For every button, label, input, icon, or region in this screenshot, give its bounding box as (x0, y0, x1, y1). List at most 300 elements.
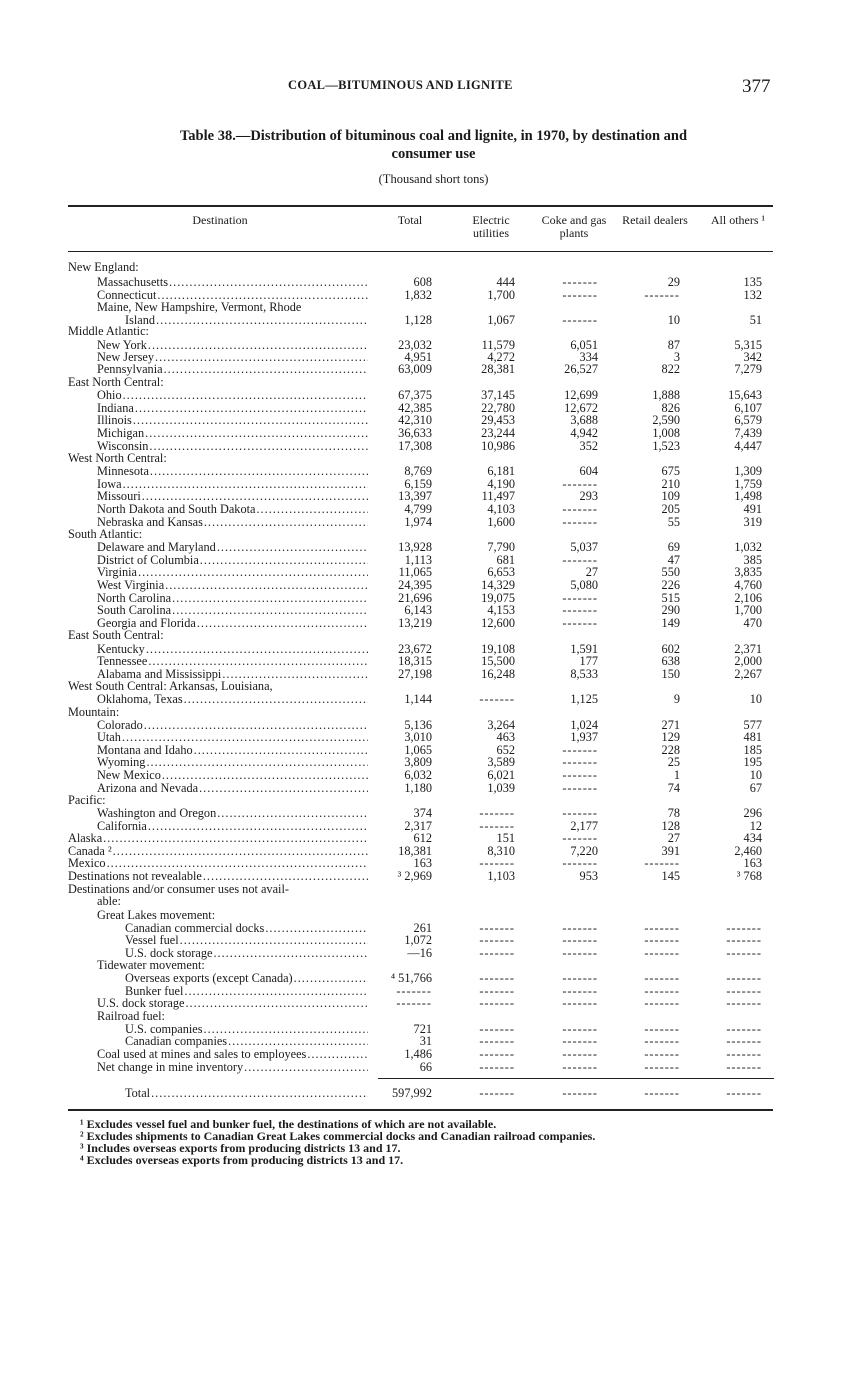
table-row (0, 325, 867, 338)
row-label: Georgia and Florida ..... (97, 617, 368, 630)
row-value: ³ 768 (736, 869, 762, 883)
total-separator-rule (378, 1078, 774, 1079)
row-label: Colorado ..... (97, 719, 368, 732)
row-value: 721 (413, 1022, 432, 1036)
row-value: 10 (749, 692, 762, 706)
row-value: 12,600 (481, 616, 515, 630)
row-label: Missouri ..... (97, 490, 368, 503)
row-value: 37,145 (481, 388, 515, 402)
footnote: ⁴ Excludes overseas exports from producing districts 13 and 17. (80, 1153, 404, 1167)
row-value: 13,397 (398, 489, 432, 503)
row-value: ------- (562, 856, 598, 870)
row-value: ------- (644, 971, 680, 985)
row-value: ------- (562, 1047, 598, 1061)
row-value: ------- (644, 1060, 680, 1074)
row-value: 205 (661, 502, 680, 516)
row-label: Michigan ..... (97, 427, 368, 440)
row-value: 319 (743, 515, 762, 529)
row-value: 3,835 (734, 565, 762, 579)
row-value: 55 (667, 515, 680, 529)
row-label: Mexico ..... (68, 857, 368, 870)
row-value: ------- (562, 553, 598, 567)
row-value: 87 (667, 338, 680, 352)
row-value: 1,888 (652, 388, 680, 402)
column-header-retail: Retail dealers (622, 213, 688, 227)
table-row (0, 604, 867, 617)
page-number: 377 (742, 76, 771, 97)
row-label: Alabama and Mississippi ..... (97, 668, 368, 681)
row-value: 612 (413, 831, 432, 845)
row-value: 226 (661, 578, 680, 592)
row-value: 23,244 (481, 426, 515, 440)
row-value: 681 (496, 553, 515, 567)
row-value: ------- (644, 1022, 680, 1036)
row-value: 1,498 (734, 489, 762, 503)
row-label: North Dakota and South Dakota ..... (97, 503, 368, 516)
row-value: 26,527 (564, 362, 598, 376)
row-value: ------- (562, 288, 598, 302)
row-value: 334 (579, 350, 598, 364)
table-row (0, 895, 867, 908)
row-value: ------- (562, 971, 598, 985)
row-value: 1,591 (570, 642, 598, 656)
row-label: Wisconsin ..... (97, 440, 368, 453)
row-label: Destinations and/or consumer uses not avail- (68, 883, 289, 896)
row-value: 16,248 (481, 667, 515, 681)
row-label: Indiana ..... (97, 402, 368, 415)
row-value: ------- (726, 1086, 762, 1100)
row-value: 135 (743, 275, 762, 289)
row-value: 4,103 (487, 502, 515, 516)
row-value: 652 (496, 743, 515, 757)
row-value: 597,992 (392, 1086, 432, 1100)
row-value: 69 (667, 540, 680, 554)
row-value: 129 (661, 730, 680, 744)
row-label: Total ..... (125, 1087, 368, 1100)
row-value: 195 (743, 755, 762, 769)
row-label: Maine, New Hampshire, Vermont, Rhode (97, 301, 302, 314)
row-value: 8,533 (570, 667, 598, 681)
row-value: ------- (562, 502, 598, 516)
row-value: 67,375 (398, 388, 432, 402)
row-value: 352 (579, 439, 598, 453)
row-value: 296 (743, 806, 762, 820)
row-value: 15,500 (481, 654, 515, 668)
row-value: 22,780 (481, 401, 515, 415)
row-value: 177 (579, 654, 598, 668)
row-value: 8,769 (404, 464, 432, 478)
row-value: 481 (743, 730, 762, 744)
row-value: ------- (726, 1047, 762, 1061)
row-value: 185 (743, 743, 762, 757)
row-value: 1,309 (734, 464, 762, 478)
row-value: 675 (661, 464, 680, 478)
row-label: Railroad fuel: (97, 1010, 165, 1023)
table-row (0, 541, 867, 554)
table-title-text: Table 38.—Distribution of bituminous coal and lignite, in 1970, by destination and consumer use (179, 128, 688, 162)
row-value: 36,633 (398, 426, 432, 440)
row-value: ------- (562, 921, 598, 935)
row-label: New England: (68, 261, 139, 274)
row-label: West Virginia ..... (97, 579, 368, 592)
row-value: 163 (743, 856, 762, 870)
row-label: Connecticut ..... (97, 289, 368, 302)
row-value: 577 (743, 718, 762, 732)
row-value: 12,672 (564, 401, 598, 415)
row-value: ³ 2,969 (397, 869, 432, 883)
footnote: ¹ Excludes vessel fuel and bunker fuel, the destinations of which are not available. (80, 1117, 497, 1131)
table-row (0, 794, 867, 807)
row-value: 4,272 (487, 350, 515, 364)
row-value: 74 (667, 781, 680, 795)
row-value: ------- (479, 971, 515, 985)
table-row (0, 756, 867, 769)
table-bottom-rule (68, 1109, 773, 1111)
row-label: Washington and Oregon ..... (97, 807, 368, 820)
row-value: ------- (562, 946, 598, 960)
row-label: Utah ..... (97, 731, 368, 744)
row-value: 27 (585, 565, 598, 579)
row-value: ------- (644, 288, 680, 302)
row-value: 67 (749, 781, 762, 795)
row-value: 10,986 (481, 439, 515, 453)
row-value: 14,329 (481, 578, 515, 592)
row-value: ------- (644, 933, 680, 947)
row-value: 6,653 (487, 565, 515, 579)
row-label: North Carolina ..... (97, 592, 368, 605)
row-value: ------- (479, 1034, 515, 1048)
table-row (0, 301, 867, 314)
row-value: 2,177 (570, 819, 598, 833)
row-value: ------- (479, 1086, 515, 1100)
row-value: ------- (562, 313, 598, 327)
row-value: ------- (479, 984, 515, 998)
row-label: Minnesota ..... (97, 465, 368, 478)
row-value: 63,009 (398, 362, 432, 376)
row-value: 953 (579, 869, 598, 883)
row-value: ------- (479, 1022, 515, 1036)
row-value: —16 (407, 946, 432, 960)
row-value: 290 (661, 603, 680, 617)
row-value: 5,315 (734, 338, 762, 352)
row-value: ------- (479, 996, 515, 1010)
row-value: 145 (661, 869, 680, 883)
row-value: 391 (661, 844, 680, 858)
row-value: ------- (726, 946, 762, 960)
row-value: 11,497 (481, 489, 515, 503)
row-label: Virginia ..... (97, 566, 368, 579)
row-value: 6,032 (404, 768, 432, 782)
row-value: 3,688 (570, 413, 598, 427)
row-label: Tidewater movement: (97, 959, 205, 972)
row-value: ------- (644, 1086, 680, 1100)
row-label: Delaware and Maryland ..... (97, 541, 368, 554)
row-value: ------- (644, 856, 680, 870)
row-value: 19,108 (481, 642, 515, 656)
table-row (0, 870, 867, 883)
row-value: ------- (726, 933, 762, 947)
table-row (0, 261, 867, 274)
row-value: 1 (673, 768, 680, 782)
row-label: Canada ² ..... (68, 845, 368, 858)
row-value: 1,067 (487, 313, 515, 327)
row-label: West North Central: (68, 452, 167, 465)
row-value: ------- (562, 1034, 598, 1048)
row-value: 6,051 (570, 338, 598, 352)
row-value: ------- (479, 819, 515, 833)
row-label: Canadian commercial docks ..... (125, 922, 368, 935)
table-row (0, 490, 867, 503)
row-value: ------- (562, 933, 598, 947)
row-value: 18,381 (398, 844, 432, 858)
column-header-destination: Destination (192, 213, 248, 227)
row-value: 151 (496, 831, 515, 845)
row-value: ------- (644, 1047, 680, 1061)
row-value: 42,310 (398, 413, 432, 427)
row-value: 25 (667, 755, 680, 769)
row-value: ------- (479, 692, 515, 706)
table-row (0, 276, 867, 289)
table-row (0, 706, 867, 719)
row-label: Island ..... (125, 314, 368, 327)
row-label: West South Central: Arkansas, Louisiana, (68, 680, 273, 693)
row-value: 12 (749, 819, 762, 833)
row-value: 608 (413, 275, 432, 289)
row-value: 434 (743, 831, 762, 845)
row-value: 78 (667, 806, 680, 820)
row-value: 604 (579, 464, 598, 478)
row-value: 132 (743, 288, 762, 302)
row-value: 17,308 (398, 439, 432, 453)
row-label: California ..... (97, 820, 368, 833)
row-value: 1,937 (570, 730, 598, 744)
row-label: Montana and Idaho ..... (97, 744, 368, 757)
row-value: 638 (661, 654, 680, 668)
row-label: U.S. dock storage ..... (125, 947, 368, 960)
row-label: Oklahoma, Texas ..... (97, 693, 368, 706)
row-label: Mountain: (68, 706, 120, 719)
footnotes (80, 1118, 595, 1166)
row-value: ------- (562, 984, 598, 998)
row-value: 24,395 (398, 578, 432, 592)
footnote: ³ Includes overseas exports from producing districts 13 and 17. (80, 1141, 401, 1155)
row-value: 1,065 (404, 743, 432, 757)
row-value: 1,039 (487, 781, 515, 795)
row-value: ------- (562, 996, 598, 1010)
row-label: Iowa ..... (97, 478, 368, 491)
row-label: Nebraska and Kansas ..... (97, 516, 368, 529)
row-value: ------- (562, 603, 598, 617)
row-value: ------- (479, 1047, 515, 1061)
table-row (0, 997, 867, 1010)
row-value: 1,024 (570, 718, 598, 732)
row-value: 27,198 (398, 667, 432, 681)
row-value: 3,589 (487, 755, 515, 769)
row-value: 7,439 (734, 426, 762, 440)
row-value: 1,103 (487, 869, 515, 883)
row-value: 1,008 (652, 426, 680, 440)
row-value: 8,310 (487, 844, 515, 858)
row-label: New Mexico ..... (97, 769, 368, 782)
row-value: 826 (661, 401, 680, 415)
row-value: 4,760 (734, 578, 762, 592)
row-value: 13,928 (398, 540, 432, 554)
row-value: ------- (562, 806, 598, 820)
row-label: Middle Atlantic: (68, 325, 149, 338)
row-value: 2,590 (652, 413, 680, 427)
row-value: 18,315 (398, 654, 432, 668)
table-top-rule (68, 205, 773, 207)
row-value: ------- (562, 275, 598, 289)
row-value: 11,579 (481, 338, 515, 352)
column-header-others: All others ¹ (710, 213, 766, 227)
table-row (0, 731, 867, 744)
row-value: ------- (644, 996, 680, 1010)
row-value: 1,700 (487, 288, 515, 302)
row-value: 6,159 (404, 477, 432, 491)
row-value: 4,153 (487, 603, 515, 617)
row-label: Net change in mine inventory ..... (97, 1061, 368, 1074)
row-value: 6,143 (404, 603, 432, 617)
row-label: Illinois ..... (97, 414, 368, 427)
row-value: 3 (673, 350, 680, 364)
row-value: 1,974 (404, 515, 432, 529)
row-value: ------- (562, 591, 598, 605)
row-value: ------- (644, 984, 680, 998)
row-value: 1,180 (404, 781, 432, 795)
row-value: ------- (726, 971, 762, 985)
row-value: 6,181 (487, 464, 515, 478)
row-label: Destinations not revealable ..... (68, 870, 368, 883)
table-row (0, 1061, 867, 1074)
row-value: 491 (743, 502, 762, 516)
row-value: 1,125 (570, 692, 598, 706)
row-value: 515 (661, 591, 680, 605)
row-value: 4,447 (734, 439, 762, 453)
row-value: 2,460 (734, 844, 762, 858)
row-value: 1,700 (734, 603, 762, 617)
row-value: 1,759 (734, 477, 762, 491)
row-value: ------- (479, 806, 515, 820)
row-value: 1,486 (404, 1047, 432, 1061)
row-label: U.S. companies ..... (125, 1023, 368, 1036)
row-value: 3,809 (404, 755, 432, 769)
row-value: 2,371 (734, 642, 762, 656)
row-value: 463 (496, 730, 515, 744)
row-value: ------- (479, 921, 515, 935)
row-value: 1,832 (404, 288, 432, 302)
row-value: 23,672 (398, 642, 432, 656)
row-value: 149 (661, 616, 680, 630)
row-label: Massachusetts ..... (97, 276, 368, 289)
footnote: ² Excludes shipments to Canadian Great Lakes commercial docks and Canadian railroad companies. (80, 1129, 596, 1143)
row-value: 4,799 (404, 502, 432, 516)
row-label: East North Central: (68, 376, 164, 389)
row-value: ------- (562, 831, 598, 845)
table-row (0, 693, 867, 706)
row-value: 444 (496, 275, 515, 289)
row-value: 5,136 (404, 718, 432, 732)
row-value: 9 (673, 692, 680, 706)
row-label: Alaska ..... (68, 832, 368, 845)
row-label: Canadian companies ..... (125, 1035, 368, 1048)
row-value: 293 (579, 489, 598, 503)
row-value: ------- (726, 996, 762, 1010)
row-value: 261 (413, 921, 432, 935)
row-value: ------- (644, 1034, 680, 1048)
row-value: ------- (562, 768, 598, 782)
row-value: 5,037 (570, 540, 598, 554)
row-value: ------- (562, 477, 598, 491)
column-header-coke: Coke and gas plants (541, 213, 607, 240)
row-label: Bunker fuel ..... (125, 985, 368, 998)
row-label: Coal used at mines and sales to employees ..... (97, 1048, 368, 1061)
row-value: ------- (726, 1022, 762, 1036)
row-value: 2,317 (404, 819, 432, 833)
row-value: ------- (726, 984, 762, 998)
row-value: 29,453 (481, 413, 515, 427)
row-label: New York ..... (97, 339, 368, 352)
row-value: 10 (749, 768, 762, 782)
row-value: ------- (479, 1060, 515, 1074)
row-label: District of Columbia ..... (97, 554, 368, 567)
row-value: 150 (661, 667, 680, 681)
row-value: ------- (562, 781, 598, 795)
row-value: ------- (396, 996, 432, 1010)
row-value: 228 (661, 743, 680, 757)
row-value: 12,699 (564, 388, 598, 402)
row-label: South Carolina ..... (97, 604, 368, 617)
row-value: 3,264 (487, 718, 515, 732)
row-value: 27 (667, 831, 680, 845)
row-value: ------- (562, 515, 598, 529)
table-units: (Thousand short tons) (378, 172, 489, 186)
row-value: 66 (419, 1060, 432, 1074)
row-value: 342 (743, 350, 762, 364)
row-value: 6,107 (734, 401, 762, 415)
row-value: ------- (562, 743, 598, 757)
row-label: Pacific: (68, 794, 106, 807)
row-value: 21,696 (398, 591, 432, 605)
row-value: 2,000 (734, 654, 762, 668)
row-value: 1,144 (404, 692, 432, 706)
row-value: 470 (743, 616, 762, 630)
row-value: ------- (562, 616, 598, 630)
row-value: 2,106 (734, 591, 762, 605)
header-bottom-rule (68, 251, 773, 252)
row-label: Arizona and Nevada ..... (97, 782, 368, 795)
row-label: Tennessee ..... (97, 655, 368, 668)
row-value: 13,219 (398, 616, 432, 630)
row-label: South Atlantic: (68, 528, 143, 541)
row-label: U.S. dock storage ..... (97, 997, 368, 1010)
table-row (0, 363, 867, 376)
row-value: ------- (562, 1060, 598, 1074)
row-value: 23,032 (398, 338, 432, 352)
row-value: 6,021 (487, 768, 515, 782)
row-value: 5,080 (570, 578, 598, 592)
column-header-electric: Electric utilities (472, 213, 510, 240)
row-value: 128 (661, 819, 680, 833)
row-label: Ohio ..... (97, 389, 368, 402)
running-head: COAL—BITUMINOUS AND LIGNITE (288, 78, 513, 92)
row-value: ------- (644, 921, 680, 935)
row-label: Great Lakes movement: (97, 909, 216, 922)
row-value: 51 (749, 313, 762, 327)
row-value: ------- (479, 933, 515, 947)
row-label: Wyoming ..... (97, 756, 368, 769)
row-value: 7,279 (734, 362, 762, 376)
